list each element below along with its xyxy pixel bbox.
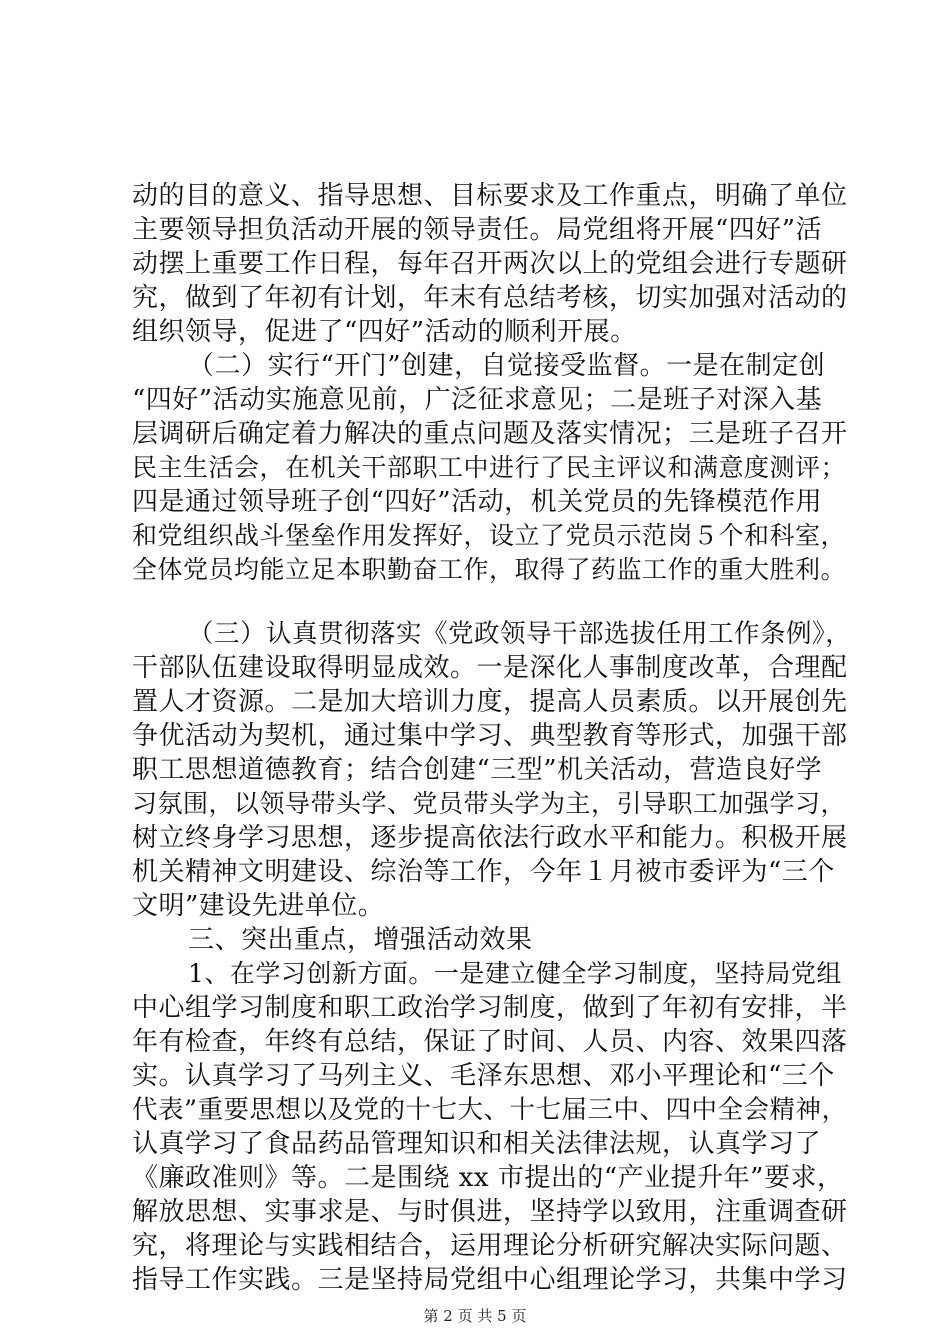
- text-line: 干部队伍建设取得明显成效。一是深化人事制度改革，合理配: [132, 653, 848, 683]
- text-line: 四是通过领导班子创“四好”活动，机关党员的先锋模范作用: [132, 487, 823, 517]
- text-line: 究，将理论与实践相结合，运用理论分析研究解决实际问题、: [132, 1231, 848, 1261]
- text-line: 解放思想、实事求是、与时俱进，坚持学以致用，注重调查研: [132, 1197, 848, 1227]
- text-line: 和党组织战斗堡垒作用发挥好，设立了党员示范岗５个和科室，: [132, 521, 847, 550]
- text-line: 置人才资源。二是加大培训力度，提高人员素质。以开展创先: [132, 687, 848, 717]
- text-line: 究，做到了年初有计划，年末有总结考核，切实加强对活动的: [132, 283, 848, 313]
- text-line: 动的目的意义、指导思想、目标要求及工作重点，明确了单位: [132, 181, 848, 211]
- text-line: 习氛围，以领导带头学、党员带头学为主，引导职工加强学习，: [132, 789, 847, 818]
- text-line: 层调研后确定着力解决的重点问题及落实情况；三是班子召开: [132, 419, 848, 449]
- text-line: 中心组学习制度和职工政治学习制度，做到了年初有安排，半: [132, 993, 848, 1023]
- text-line: （二）实行“开门”创建，自觉接受监督。一是在制定创: [188, 351, 826, 381]
- text-line: 民主生活会，在机关干部职工中进行了民主评议和满意度测评；: [132, 453, 847, 482]
- text-line: 年有检查，年终有总结，保证了时间、人员、内容、效果四落: [132, 1027, 848, 1057]
- text-line: 认真学习了食品药品管理知识和相关法律法规，认真学习了: [132, 1129, 822, 1159]
- section-heading: 三、突出重点，增强活动效果: [188, 925, 533, 955]
- text-line: 指导工作实践。三是坚持局党组中心组理论学习，共集中学习: [132, 1265, 848, 1295]
- text-line: （三）认真贯彻落实《党政领导干部选拔任用工作条例》，: [188, 619, 852, 649]
- page-number-footer: 第 2 页 共 5 页: [423, 1307, 527, 1325]
- text-line: 动摆上重要工作日程，每年召开两次以上的党组会进行专题研: [132, 249, 848, 279]
- text-line: 文明”建设先进单位。: [132, 891, 385, 921]
- text-line: 实。认真学习了马列主义、毛泽东思想、邓小平理论和“三个: [132, 1061, 835, 1091]
- text-line: 机关精神文明建设、综治等工作，今年１月被市委评为“三个: [132, 857, 835, 887]
- text-line: 主要领导担负活动开展的领导责任。局党组将开展“四好”活: [132, 215, 823, 245]
- text-line: 代表”重要思想以及党的十七大、十七届三中、四中全会精神，: [132, 1095, 848, 1125]
- text-line: 1、在学习创新方面。一是建立健全学习制度，坚持局党组: [188, 959, 842, 988]
- text-line: “四好”活动实施意见前，广泛征求意见；二是班子对深入基: [132, 385, 823, 415]
- text-line: 职工思想道德教育；结合创建“三型”机关活动，营造良好学: [132, 755, 823, 785]
- text-line: 树立终身学习思想，逐步提高依法行政水平和能力。积极开展: [132, 823, 848, 853]
- text-line: 《廉政准则》等。二是围绕 xx 市提出的“产业提升年”要求，: [132, 1163, 844, 1193]
- text-line: 组织领导，促进了“四好”活动的顺利开展。: [132, 317, 637, 347]
- text-line: 争优活动为契机，通过集中学习、典型教育等形式，加强干部: [132, 721, 848, 751]
- text-line: 全体党员均能立足本职勤奋工作，取得了药监工作的重大胜利。: [132, 555, 847, 584]
